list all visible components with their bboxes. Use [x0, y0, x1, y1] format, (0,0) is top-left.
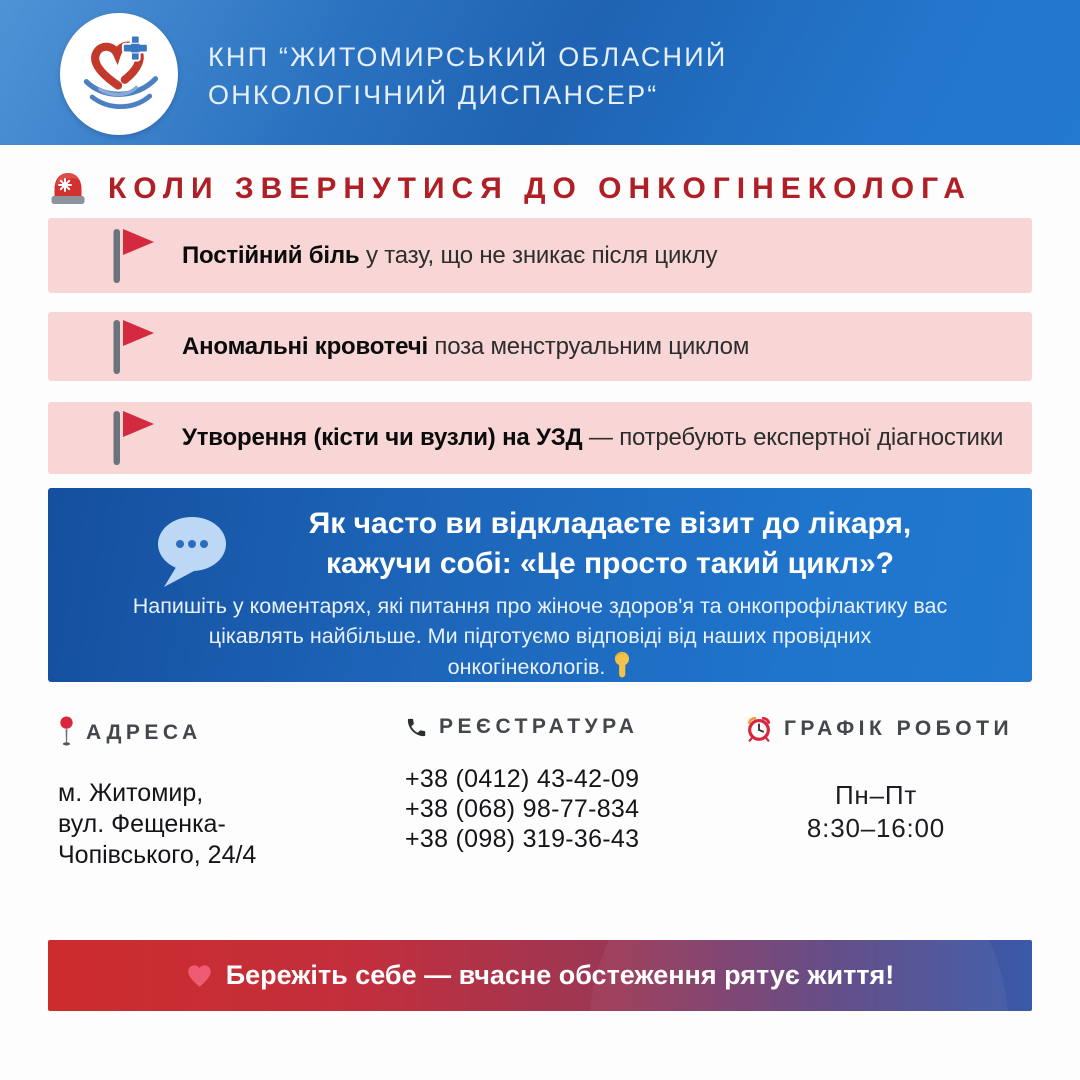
red-flag-icon — [112, 227, 154, 285]
address-label: АДРЕСА — [86, 721, 202, 744]
section-title-text: КОЛИ ЗВЕРНУТИСЯ ДО ОНКОГІНЕКОЛОГА — [108, 172, 972, 205]
map-pin-icon — [58, 715, 75, 751]
clinic-logo — [60, 13, 178, 135]
address-text: м. Житомир, вул. Фещенка- Чопівського, 24/4 — [58, 779, 257, 869]
warning-text-rest: поза менструальним циклом — [427, 332, 750, 360]
question-box — [48, 488, 1032, 682]
header-banner — [0, 0, 1080, 145]
hours-header — [745, 715, 1014, 743]
hours-label: ГРАФІК РОБОТИ — [784, 717, 1014, 740]
question-title-line2: кажучи собі: «Це просто такий цикл»? — [326, 547, 894, 580]
org-name — [208, 38, 727, 114]
warning-text-rest: у тазу, що не зникає після циклу — [359, 241, 718, 269]
question-subtitle-line3: онкогінекологів. — [48, 651, 1032, 687]
question-title-line1: Як часто ви відкладаєте візит до лікаря, — [308, 507, 912, 540]
bottom-banner — [48, 940, 1032, 1011]
warning-row-2 — [48, 312, 1032, 381]
warning-text-bold: Постійний біль — [182, 241, 360, 269]
question-title — [188, 504, 1032, 584]
org-name-line2: ОНКОЛОГІЧНИЙ ДИСПАНСЕР“ — [208, 79, 659, 110]
pointing-down-icon — [612, 660, 632, 684]
phone-numbers — [405, 764, 735, 854]
speech-bubble-icon — [152, 512, 230, 597]
warning-text-bold: Утворення (кісти чи вузли) на УЗД — [182, 424, 583, 451]
warning-text — [182, 333, 749, 361]
bottom-banner-text: Бережіть себе — вчасне обстеження рятує життя! — [225, 960, 895, 990]
siren-icon — [48, 169, 88, 209]
red-flag-icon — [112, 409, 154, 467]
section-title — [48, 166, 972, 212]
warning-row-1 — [48, 218, 1032, 293]
red-flag-icon — [112, 318, 154, 376]
org-name-line1: КНП “ЖИТОМИРСЬКИЙ ОБЛАСНИЙ — [208, 41, 728, 72]
heart-cross-hand-logo-icon — [71, 24, 167, 124]
phone-icon — [405, 716, 428, 739]
phone-number: +38 (098) 319-36-43 — [405, 825, 640, 853]
registry-label: РЕЄСТРАТУРА — [439, 715, 639, 738]
registry-header — [405, 715, 735, 739]
heart-icon — [186, 963, 213, 988]
address-header — [58, 715, 358, 751]
warning-text — [182, 242, 717, 270]
footer-hours-column — [745, 715, 1014, 845]
footer-registry-column — [405, 715, 735, 854]
phone-number: +38 (0412) 43-42-09 — [405, 765, 640, 793]
warning-text — [182, 424, 1003, 452]
footer-address-column — [58, 715, 358, 871]
question-subtitle — [48, 591, 1032, 687]
warning-text-rest: — потребують експертної діагностики — [582, 424, 1004, 451]
working-hours: Пн–Пт 8:30–16:00 — [806, 780, 946, 843]
alarm-clock-icon — [745, 715, 773, 743]
question-subtitle-line1: Напишіть у коментарях, які питання про жіноче здоров'я та онкопрофілактику вас — [132, 594, 948, 618]
warning-text-bold: Аномальні кровотечі — [182, 332, 428, 360]
warning-row-3 — [48, 402, 1032, 474]
phone-number: +38 (068) 98-77-834 — [405, 795, 640, 823]
question-subtitle-line2: цікавлять найбільше. Ми підготуємо відповіді від наших провідних — [208, 624, 872, 648]
